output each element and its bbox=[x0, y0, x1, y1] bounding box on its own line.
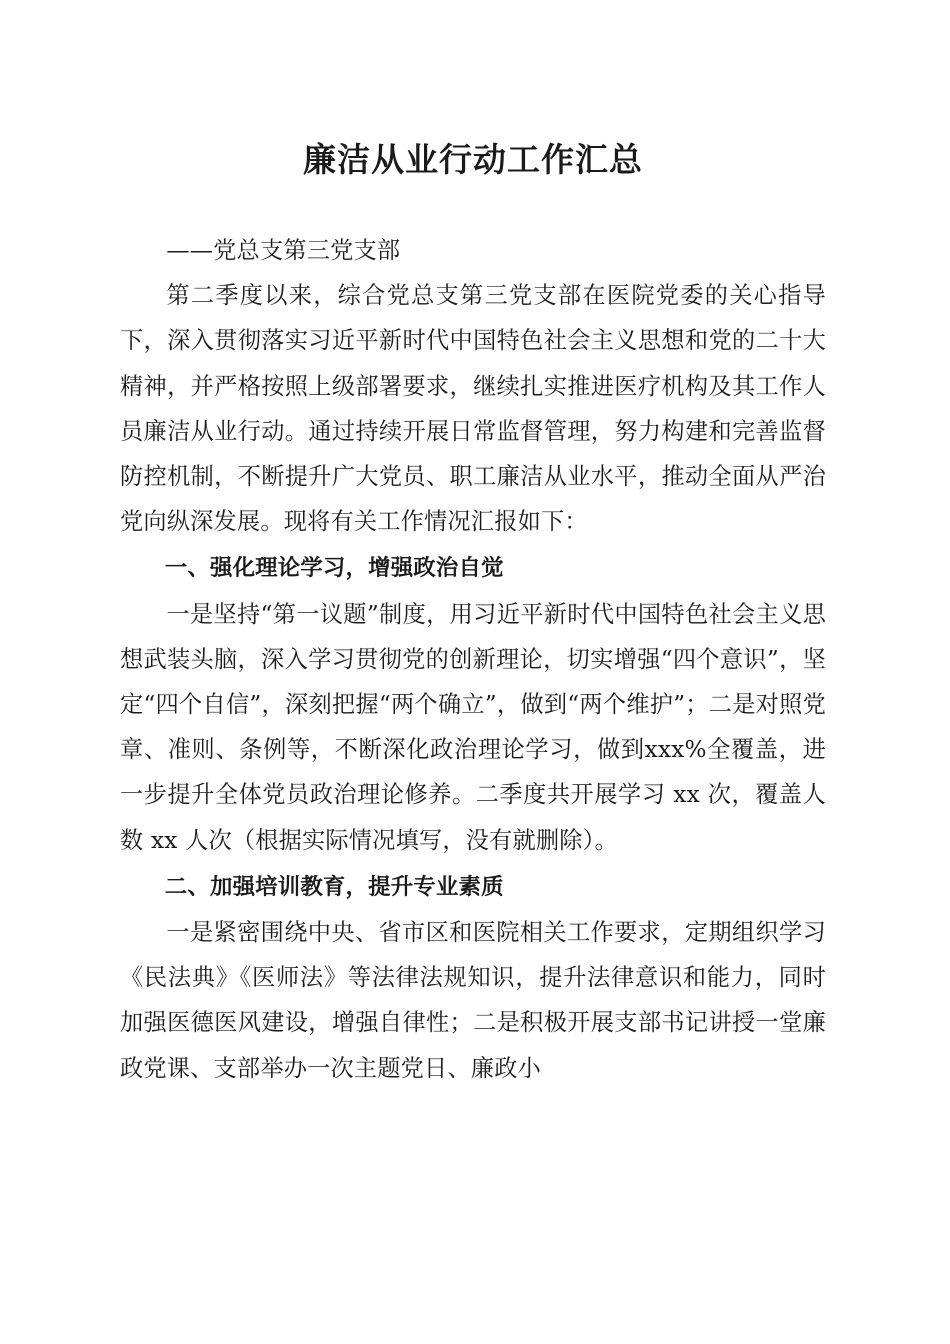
section-heading-1: 一、强化理论学习，增强政治自觉 bbox=[164, 555, 504, 582]
section-heading-2: 二、加强培训教育，提升专业素质 bbox=[164, 873, 504, 900]
document-body bbox=[120, 228, 826, 1091]
section-body-2: 一是紧密围绕中央、省市区和医院相关工作要求，定期组织学习《民法典》《医师法》等法律法规知识，提升法律意识和能力，同时加强医德医风建设，增强自律性；二是积极开展支部书记讲授一堂廉政党课、支部举办一次主题党日、廉政小 bbox=[120, 919, 826, 1082]
document-subtitle: ——党总支第三党支部 bbox=[166, 237, 401, 264]
section-body-1: 一是坚持“第一议题”制度，用习近平新时代中国特色社会主义思想武装头脑，深入学习贯彻党的创新理论，切实增强“四个意识”，坚定“四个自信”，深刻把握“两个确立”，做到“两个维护”；二是对照党章、准则、条例等，不断深化政治理论学习，做到xxx%全覆盖，进一步提升全体党员政治理论修养。二季度共开展学习 xx 次，覆盖人数 xx 人次（根据实际情况填写，没有就删除）。 bbox=[120, 600, 826, 854]
intro-paragraph: 第二季度以来，综合党总支第三党支部在医院党委的关心指导下，深入贯彻落实习近平新时代中国特色社会主义思想和党的二十大精神，并严格按照上级部署要求，继续扎实推进医疗机构及其工作人员廉洁从业行动。通过持续开展日常监督管理，努力构建和完善监督防控机制，不断提升广大党员、职工廉洁从业水平，推动全面从严治党向纵深发展。现将有关工作情况汇报如下： bbox=[120, 282, 826, 536]
document-title: 廉洁从业行动工作汇总 bbox=[303, 140, 643, 179]
